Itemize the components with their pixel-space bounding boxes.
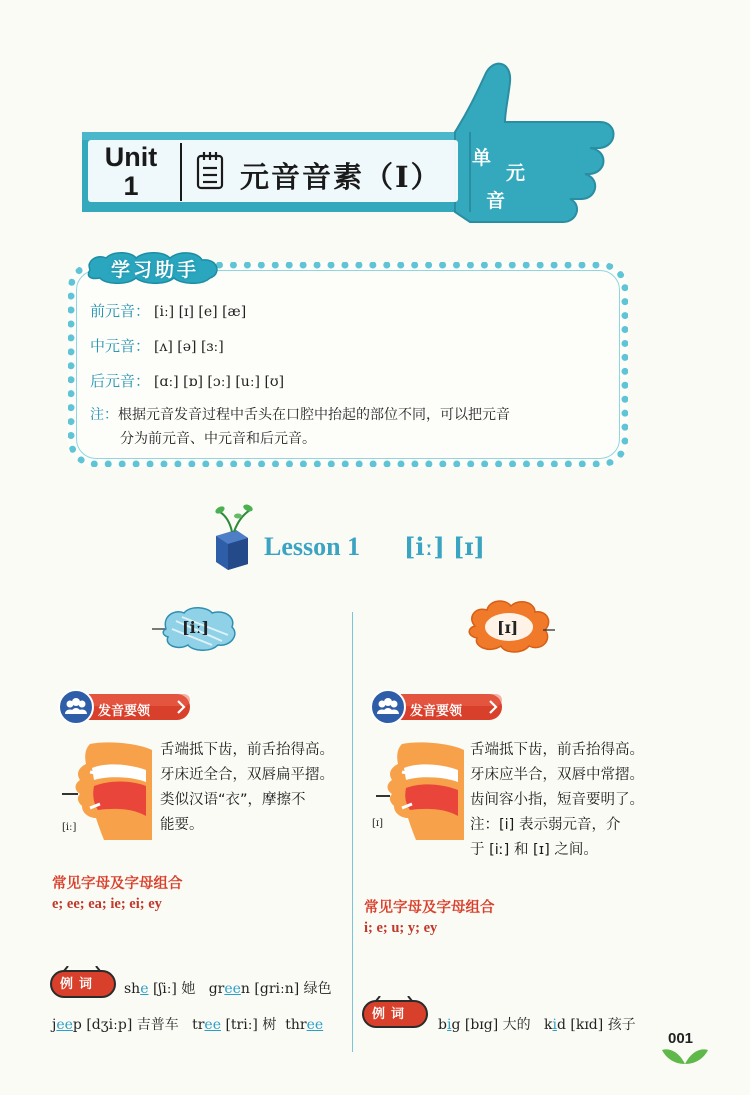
page-number: 001 [668,1030,694,1047]
example-meaning: 她 [181,981,196,997]
example-meaning: 树 [262,1017,277,1033]
example-highlight: e [140,981,149,997]
example-phonetic: g [bɪg] [451,1017,503,1033]
unit-side-char-3: 音 [486,190,506,212]
front-vowel-list: [iː] [ɪ] [e] [æ] [154,304,247,320]
right-example-label: 例词 [372,1007,411,1022]
unit-divider [180,143,182,201]
right-desc-line-1: 舌端抵下齿，前舌抬得高。 [470,742,644,758]
lesson-symbols: [iː] [ɪ] [404,532,485,561]
left-examples-line-2 [52,1014,323,1034]
example-word-part: thr [285,1017,307,1033]
left-common-letters: e; ee; ea; ie; ei; ey [52,896,162,912]
front-vowel-label: 前元音： [90,302,151,320]
right-desc-line-2: 牙床应半合，双唇中常摺。 [470,767,644,783]
right-tip-label: 发音要领 [410,704,463,719]
unit-side-char-2: 元 [506,162,526,184]
example-phonetic: [ʃiː] [148,981,182,997]
example-word-part: j [52,1017,57,1033]
column-divider [352,612,353,1052]
study-helper-title: 学习助手 [110,259,199,281]
right-desc-line-3: 齿间容小指，短音要明了。 [470,792,644,808]
example-meaning: 孩子 [607,1017,636,1033]
left-desc-line-3: 类似汉语“衣”，摩擦不 [160,792,306,808]
example-phonetic: [triː] [221,1017,263,1033]
lesson-title: Lesson 1 [264,532,361,561]
example-phonetic: n [griːn] [240,981,304,997]
example-highlight: i [446,1017,452,1033]
left-mouth-label: [iː] [62,822,77,833]
unit-word: Unit [104,142,158,172]
helper-note-text-1: 根据元音发音过程中舌头在口腔中抬起的部位不同，可以把元音 [118,407,510,423]
example-meaning: 绿色 [303,981,332,997]
right-common-title: 常见字母及字母组合 [364,900,495,916]
example-phonetic: p [dʒiːp] [72,1017,137,1033]
example-highlight: i [552,1017,557,1033]
central-vowel-label: 中元音： [90,337,151,355]
front-vowel-row [90,302,246,321]
left-pronunciation-desc [160,738,334,838]
example-meaning: 大的 [502,1017,531,1033]
left-badge-symbol: [iː] [182,618,210,637]
helper-note-line-2: 分为前元音、中元音和后元音。 [120,431,316,447]
helper-note-line-1 [90,406,510,424]
right-examples-line-1 [438,1014,636,1034]
left-examples-line-1 [124,978,332,998]
example-highlight: ee [56,1017,73,1033]
left-common-title: 常见字母及字母组合 [52,876,183,892]
left-tip-label: 发音要领 [98,704,151,719]
left-desc-line-2: 牙床近全合，双唇扁平摺。 [160,767,334,783]
right-common-letters: i; e; u; y; ey [364,920,438,936]
example-meaning: 吉普车 [136,1017,179,1033]
left-desc-line-1: 舌端抵下齿，前舌抬得高。 [160,742,334,758]
left-example-label: 例词 [60,977,99,992]
mouth-diagram-short-i [372,740,464,840]
helper-note-label: 注： [90,407,118,423]
right-desc-line-4: 注：[i] 表示弱元音，介 [470,817,621,833]
right-desc-line-5: 于 [iː] 和 [ɪ] 之间。 [470,842,598,858]
example-highlight: ee [204,1017,221,1033]
right-pronunciation-desc [470,738,644,863]
back-vowel-row [90,372,284,391]
central-vowel-row [90,337,224,356]
left-desc-line-4: 能要。 [160,817,204,833]
unit-banner [0,0,750,250]
leaf-ornament-icon [660,1044,710,1066]
example-word-part: b [438,1017,447,1033]
unit-title: 元音音素（Ⅰ） [240,160,442,194]
cube-plant-icon [208,502,254,572]
right-mouth-label: [ɪ] [372,818,384,829]
example-highlight: ee [306,1017,324,1033]
notepad-icon [196,150,224,190]
back-vowel-label: 后元音： [90,372,151,390]
example-word-part: sh [124,981,141,997]
back-vowel-list: [ɑː] [ɒ] [ɔː] [uː] [ʊ] [154,374,285,390]
unit-side-char-1: 单 [472,147,492,169]
example-word-part: k [544,1017,553,1033]
example-word-part: gr [208,981,225,997]
example-word-part: tr [192,1017,205,1033]
example-phonetic: d [kɪd] [556,1017,608,1033]
right-badge-symbol: [ɪ] [497,618,519,637]
example-highlight: ee [224,981,241,997]
central-vowel-list: [ʌ] [ə] [ɜː] [154,339,224,355]
unit-number: 1 [123,171,139,201]
